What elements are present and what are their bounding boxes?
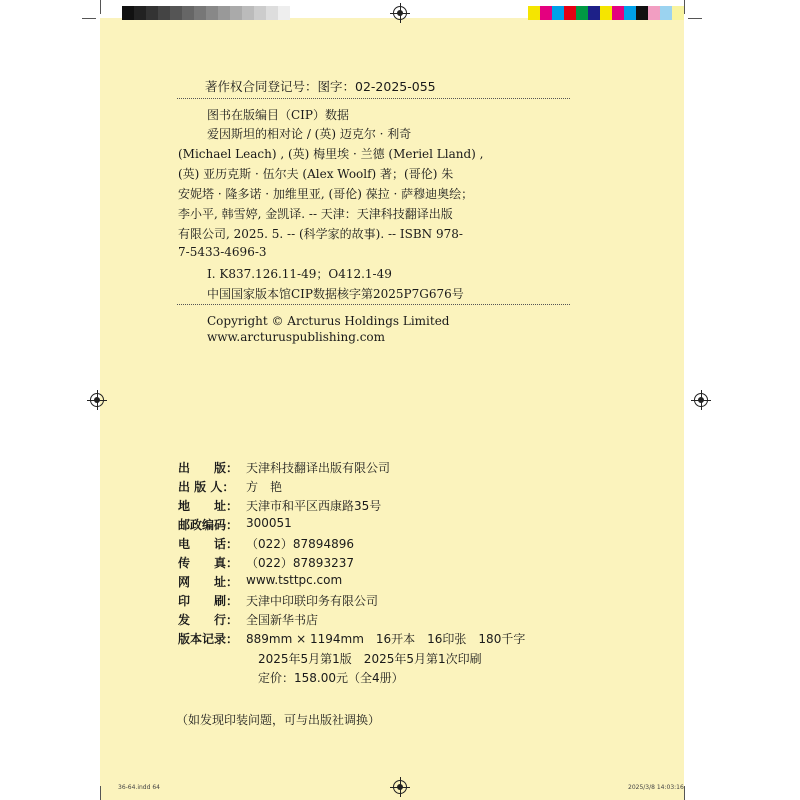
process-color-bar bbox=[528, 6, 684, 20]
grayscale-color-bar bbox=[122, 6, 290, 20]
cip-line: 李小平, 韩雪婷, 金凯译. -- 天津：天津科技翻译出版 bbox=[178, 207, 453, 221]
pub-info-value: 天津市和平区西康路35号 bbox=[246, 499, 382, 513]
crop-mark bbox=[82, 18, 96, 19]
cip-line: (Michael Leach) , (英) 梅里埃 · 兰德 (Meriel Lland) , bbox=[178, 147, 484, 161]
cip-line: 有限公司, 2025. 5. -- (科学家的故事). -- ISBN 978- bbox=[178, 227, 463, 241]
dotted-divider bbox=[177, 98, 570, 99]
dotted-divider bbox=[177, 304, 570, 305]
pub-info-label: 出 版 人： bbox=[178, 480, 235, 494]
edition-printing: 2025年5月第1版 2025年5月第1次印刷 bbox=[258, 652, 482, 666]
cip-classification: Ⅰ. K837.126.11-49；O412.1-49 bbox=[207, 267, 392, 281]
crop-mark bbox=[684, 786, 685, 800]
pub-info-label: 网 址： bbox=[178, 575, 239, 589]
registration-mark bbox=[393, 6, 407, 20]
pub-info-value: （022）87894896 bbox=[246, 537, 354, 551]
cip-line: 安妮塔 · 隆多诺 · 加维里亚, (哥伦) 葆拉 · 萨穆迪奥绘； bbox=[178, 187, 474, 201]
cip-line: (英) 亚历克斯 · 伍尔夫 (Alex Woolf) 著；(哥伦) 朱 bbox=[178, 167, 454, 181]
timestamp-slug: 2025/3/8 14:03:16 bbox=[628, 784, 684, 791]
pub-info-value: 全国新华书店 bbox=[246, 613, 319, 627]
crop-mark bbox=[684, 0, 685, 14]
pub-info-label: 传 真： bbox=[178, 556, 239, 570]
crop-mark bbox=[100, 0, 101, 14]
pub-info-value: 889mm × 1194mm 16开本 16印张 180千字 bbox=[246, 632, 526, 646]
registration-mark bbox=[393, 780, 407, 794]
crop-mark bbox=[688, 18, 702, 19]
file-slug: 36-64.indd 64 bbox=[118, 784, 160, 791]
copyright-registration-number: 著作权合同登记号：图字：02-2025-055 bbox=[205, 79, 436, 94]
publisher-website: www.arcturuspublishing.com bbox=[207, 330, 386, 344]
price: 定价：158.00元（全4册） bbox=[258, 671, 404, 685]
pub-info-label: 发 行： bbox=[178, 613, 239, 627]
copyright-holder: Copyright © Arcturus Holdings Limited bbox=[207, 314, 450, 328]
cip-approval-number: 中国国家版本馆CIP数据核字第2025P7G676号 bbox=[207, 287, 464, 301]
registration-mark bbox=[694, 393, 708, 407]
pub-info-label: 地 址： bbox=[178, 499, 239, 513]
pub-info-label: 版本记录： bbox=[178, 632, 239, 646]
crop-mark bbox=[100, 786, 101, 800]
pub-info-value: 300051 bbox=[246, 516, 292, 530]
pub-info-value: 方 艳 bbox=[246, 480, 283, 494]
pub-info-label: 印 刷： bbox=[178, 594, 239, 608]
pub-info-value: （022）87893237 bbox=[246, 556, 354, 570]
pub-info-label: 电 话： bbox=[178, 537, 239, 551]
cip-heading: 图书在版编目（CIP）数据 bbox=[207, 108, 349, 122]
cip-line: 7-5433-4696-3 bbox=[178, 245, 267, 259]
pub-info-value: 天津中印联印务有限公司 bbox=[246, 594, 379, 608]
cip-line: 爱因斯坦的相对论 / (英) 迈克尔 · 利奇 bbox=[207, 127, 412, 141]
misprint-note: （如发现印装问题，可与出版社调换） bbox=[176, 713, 381, 727]
pub-info-value: www.tsttpc.com bbox=[246, 573, 343, 587]
pub-info-label: 邮政编码： bbox=[178, 518, 239, 532]
pub-info-value: 天津科技翻译出版有限公司 bbox=[246, 461, 391, 475]
registration-mark bbox=[90, 393, 104, 407]
pub-info-label: 出 版： bbox=[178, 461, 239, 475]
